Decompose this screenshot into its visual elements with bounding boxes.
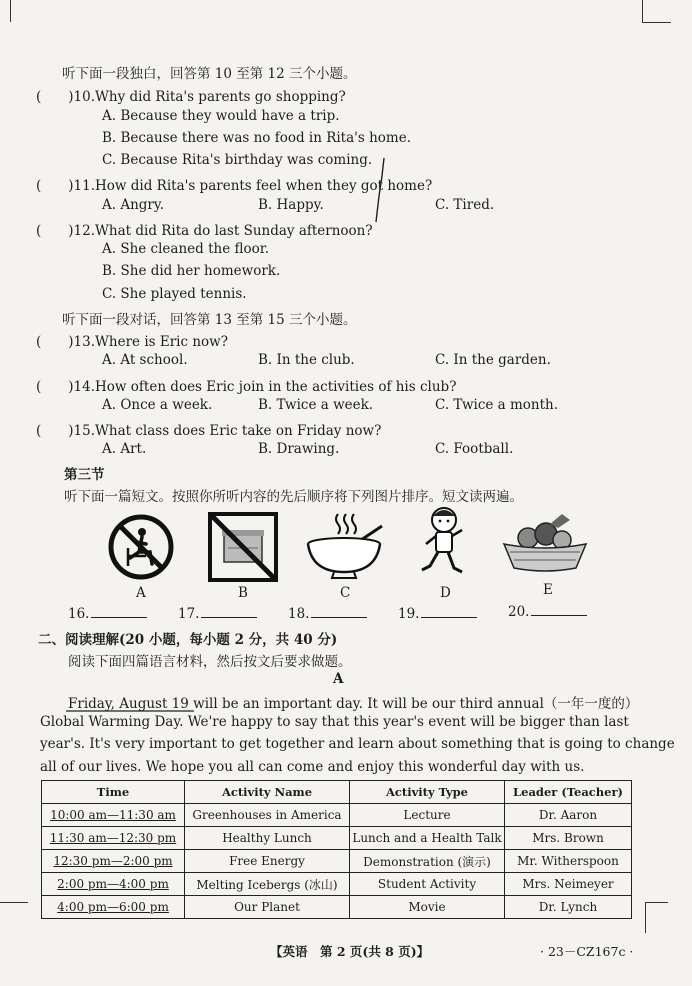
table-row [42,896,632,919]
q15-option-b: B. Drawing. [258,441,340,457]
q12-option-c: C. She played tennis. [102,286,247,302]
no-sitting-sign-icon [106,512,176,582]
question-12: ( )12.What did Rita do last Sunday afternoon? [36,223,373,239]
picture-label-b: B [238,585,248,601]
q13-option-b: B. In the club. [258,352,355,368]
header-leader: Leader (Teacher) [505,781,632,804]
q10-option-b: B. Because there was no food in Rita's home. [102,130,411,146]
cell-time: 4:00 pm—6:00 pm [42,896,185,919]
cell-leader: Mrs. Brown [505,827,632,850]
crop-mark-bottom-left [0,902,28,923]
q13-option-a: A. At school. [102,352,188,368]
passage-line-4: all of our lives. We hope you all can come and enjoy this wonderful day with us. [40,759,585,775]
cell-time: 11:30 am—12:30 pm [42,827,185,850]
crop-mark-top-left [0,0,11,22]
q15-option-a: A. Art. [102,441,147,457]
cell-leader: Mr. Witherspoon [505,850,632,873]
cell-leader: Dr. Aaron [505,804,632,827]
fruit-basket-icon [500,512,590,574]
table-header-row [42,781,632,804]
cell-activity-type: Lunch and a Health Talk [350,827,505,850]
q10-option-c: C. Because Rita's birthday was coming. [102,152,373,168]
cell-activity-name: Healthy Lunch [185,827,350,850]
passage-line-3: year's. It's very important to get together and learn about something that is going to change [40,736,675,752]
table-row [42,850,632,873]
pen-stroke-mark [370,156,390,226]
cell-time: 2:00 pm—4:00 pm [42,873,185,896]
cell-activity-type: Demonstration (演示) [350,850,505,873]
cell-time: 10:00 am—11:30 am [42,804,185,827]
crop-mark-top-right [642,0,671,23]
cell-leader: Mrs. Neimeyer [505,873,632,896]
picture-label-e: E [543,582,553,598]
running-boy-icon [416,504,472,584]
page-footer: 【英语 第 2 页(共 8 页)】 [270,944,430,959]
passage-label: A [333,671,344,687]
cell-activity-type: Lecture [350,804,505,827]
question-15: ( )15.What class does Eric take on Friday now? [36,423,382,439]
table-row [42,873,632,896]
cell-activity-name: Melting Icebergs (冰山) [185,873,350,896]
cell-activity-name: Greenhouses in America [185,804,350,827]
table-row [42,804,632,827]
header-activity-name: Activity Name [185,781,350,804]
answer-blank-20[interactable]: 20. [508,603,587,620]
picture-label-a: A [136,585,146,601]
section3-intro: 听下面一篇短文。按照你所听内容的先后顺序将下列图片排序。短文读两遍。 [64,489,523,505]
cell-time: 12:30 pm—2:00 pm [42,850,185,873]
q12-option-a: A. She cleaned the floor. [102,241,270,257]
part2-title: 二、阅读理解(20 小题，每小题 2 分，共 40 分) [38,632,338,648]
q13-option-c: C. In the garden. [435,352,551,368]
section-intro-1: 听下面一段独白，回答第 10 至第 12 三个小题。 [62,66,357,82]
q15-option-c: C. Football. [435,441,514,457]
table-row [42,827,632,850]
answer-blank-19[interactable]: 19. [398,605,477,622]
part2-intro: 阅读下面四篇语言材料，然后按文后要求做题。 [68,654,352,670]
q11-option-c: C. Tired. [435,197,495,213]
cell-activity-type: Student Activity [350,873,505,896]
header-activity-type: Activity Type [350,781,505,804]
no-food-sign-icon [208,512,278,582]
q11-option-b: B. Happy. [258,197,324,213]
answer-blank-17[interactable]: 17. [178,605,257,622]
cell-activity-name: Our Planet [185,896,350,919]
cell-leader: Dr. Lynch [505,896,632,919]
question-10: ( )10.Why did Rita's parents go shopping? [36,89,346,105]
passage-line-2: Global Warming Day. We're happy to say that this year's event will be bigger than last [40,714,629,730]
cell-activity-name: Free Energy [185,850,350,873]
cell-activity-type: Movie [350,896,505,919]
answer-blank-16[interactable]: 16. [68,605,147,622]
passage-line-1: Friday, August 19 will be an important day. It will be our third annual（一年一度的） [68,696,639,712]
question-13: ( )13.Where is Eric now? [36,334,228,350]
question-14: ( )14.How often does Eric join in the activities of his club? [36,379,457,395]
schedule-table [41,780,632,919]
soup-bowl-icon [304,510,386,582]
crop-mark-bottom-right [645,902,668,933]
q14-option-a: A. Once a week. [102,397,213,413]
page-code: · 23－CZ167c · [540,944,634,959]
picture-label-d: D [440,585,451,601]
q14-option-b: B. Twice a week. [258,397,374,413]
answer-blank-18[interactable]: 18. [288,605,367,622]
underline-mark [66,708,196,714]
q14-option-c: C. Twice a month. [435,397,559,413]
question-11: ( )11.How did Rita's parents feel when they got home? [36,178,433,194]
header-time: Time [42,781,185,804]
q11-option-a: A. Angry. [102,197,164,213]
section-intro-2: 听下面一段对话，回答第 13 至第 15 三个小题。 [62,312,357,328]
picture-label-c: C [340,585,351,601]
section3-title: 第三节 [64,467,105,483]
q12-option-b: B. She did her homework. [102,263,281,279]
q10-option-a: A. Because they would have a trip. [102,108,340,124]
